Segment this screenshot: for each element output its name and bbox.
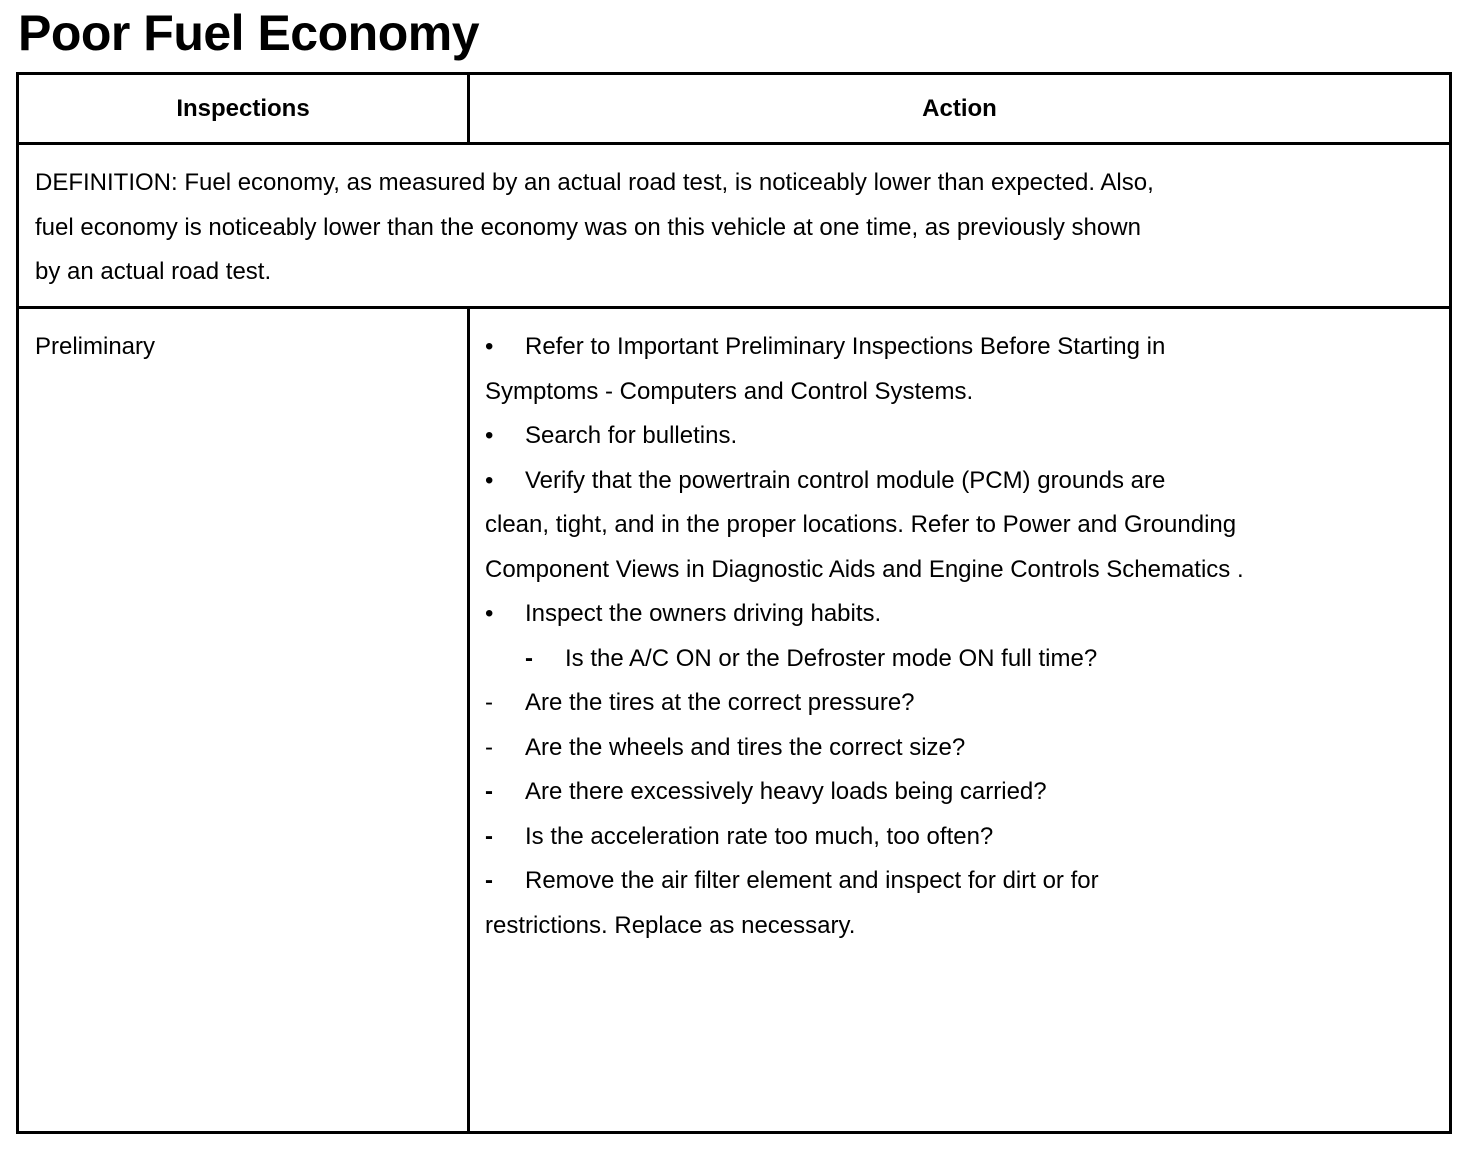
action-line: [485, 592, 1435, 637]
definition-divider: [19, 306, 1449, 309]
action-text: Are there excessively heavy loads being carried?: [525, 778, 1047, 805]
definition-line: by an actual road test.: [35, 258, 272, 285]
action-cell: [485, 325, 1435, 948]
action-text: Refer to Important Preliminary Inspections Before Starting in: [525, 333, 1166, 360]
action-line: [485, 414, 1435, 459]
column-divider: [467, 308, 470, 1134]
action-text: Inspect the owners driving habits.: [525, 600, 882, 627]
action-line: [485, 770, 1435, 815]
action-text: Remove the air filter element and inspect for dirt or for: [525, 867, 1099, 894]
action-text: Search for bulletins.: [525, 422, 738, 449]
definition-text: [35, 161, 1415, 295]
action-text: Are the tires at the correct pressure?: [525, 689, 915, 716]
definition-line: DEFINITION: Fuel economy, as measured by an actual road test, is noticeably lower than expected. Also,: [35, 169, 1154, 196]
dash-mark: -: [525, 644, 533, 672]
bullet-mark: •: [485, 422, 494, 449]
action-text: Is the acceleration rate too much, too often?: [525, 822, 994, 850]
action-line: [485, 637, 1435, 682]
action-line: [485, 548, 1435, 593]
dash-mark: -: [485, 822, 493, 850]
action-text: restrictions. Replace as necessary.: [485, 911, 856, 939]
column-header-inspections: Inspections: [176, 95, 310, 122]
action-line: [485, 726, 1435, 771]
action-line: [485, 904, 1435, 949]
dash-mark: -: [485, 733, 493, 761]
bullet-mark: •: [485, 333, 494, 360]
action-line: [485, 459, 1435, 504]
action-text: clean, tight, and in the proper locations. Refer to Power and Grounding: [485, 511, 1237, 538]
action-line: [485, 325, 1435, 370]
header-divider: [19, 142, 1449, 145]
action-text: Component Views in Diagnostic Aids and Engine Controls Schematics .: [485, 555, 1244, 583]
action-line: [485, 859, 1435, 904]
bullet-mark: •: [485, 600, 494, 627]
action-text: Verify that the powertrain control module (PCM) grounds are: [525, 466, 1166, 494]
inspection-cell-preliminary: Preliminary: [35, 333, 156, 360]
dash-mark: -: [485, 867, 493, 894]
action-line: [485, 815, 1435, 860]
page-title: Poor Fuel Economy: [18, 5, 480, 61]
action-line: [485, 681, 1435, 726]
bullet-mark: •: [485, 466, 494, 494]
action-line: [485, 503, 1435, 548]
diagnostic-table: [16, 72, 1452, 1134]
dash-mark: -: [485, 689, 493, 716]
action-text: Is the A/C ON or the Defroster mode ON full time?: [565, 644, 1098, 672]
action-line: [485, 370, 1435, 415]
action-text: Symptoms - Computers and Control Systems.: [485, 377, 974, 405]
dash-mark: -: [485, 778, 493, 805]
definition-line: fuel economy is noticeably lower than the economy was on this vehicle at one time, as previously shown: [35, 213, 1141, 241]
column-header-action: Action: [922, 95, 997, 122]
action-text: Are the wheels and tires the correct size?: [525, 733, 966, 761]
column-divider: [467, 75, 470, 143]
